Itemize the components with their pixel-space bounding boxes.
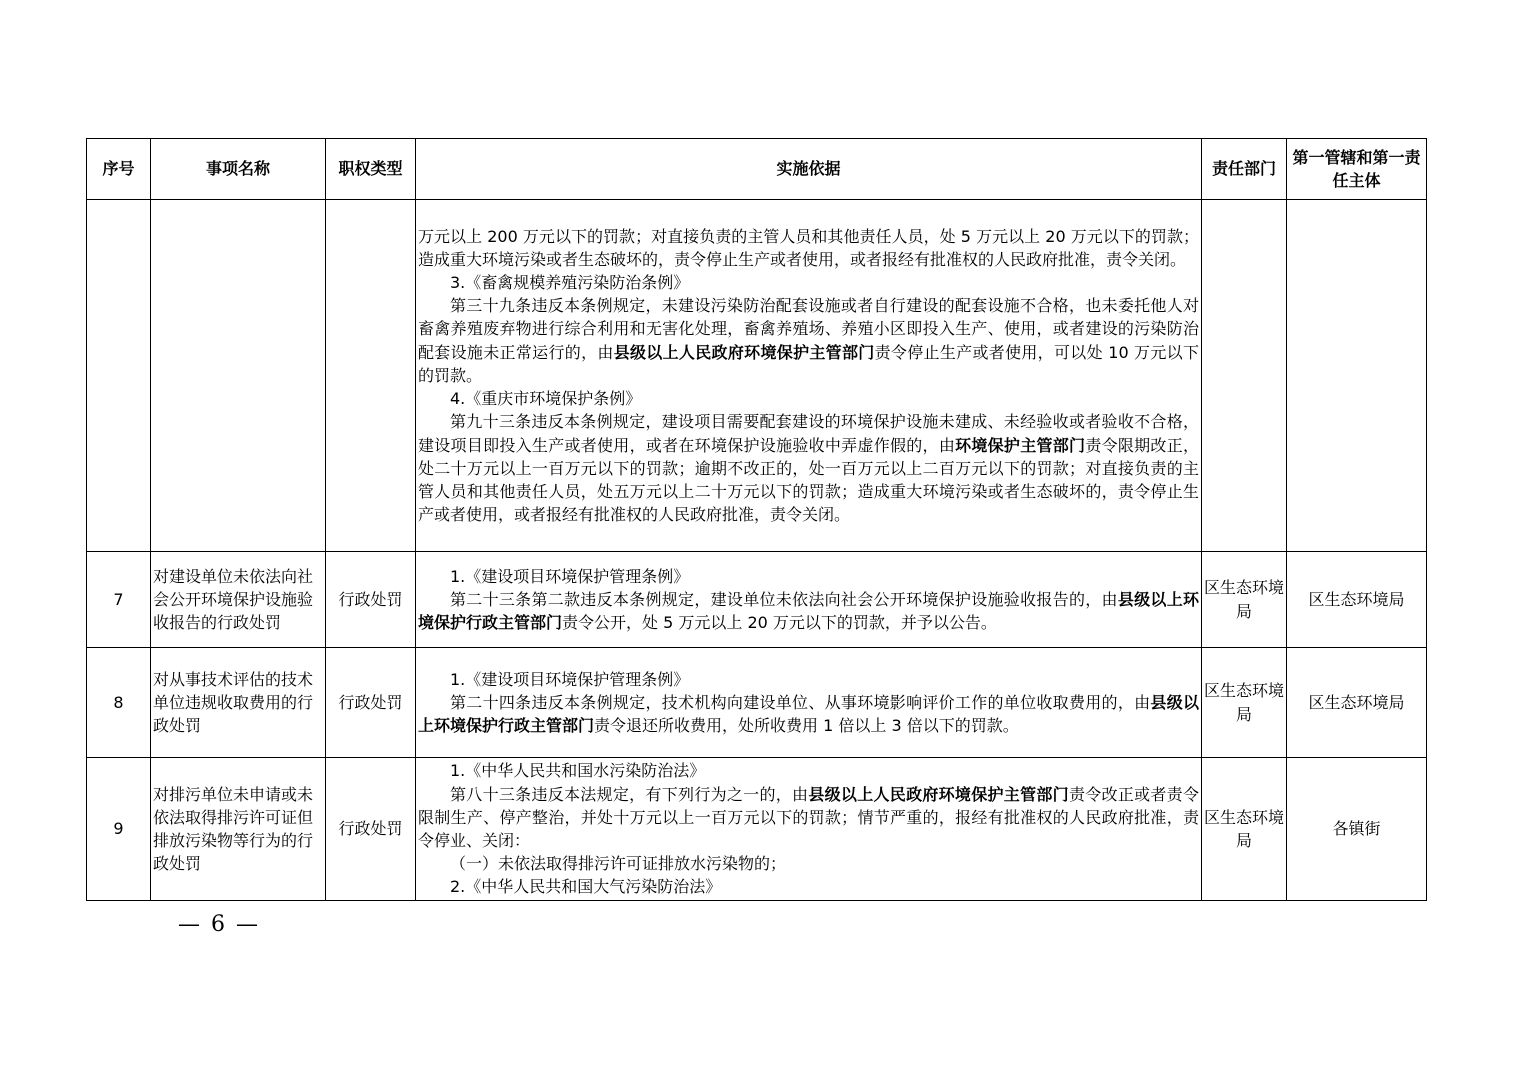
basis-bold-text: 县级以上环境保护行政主管部门 bbox=[418, 589, 1199, 633]
basis-text: 3.《畜禽规模养殖污染防治条例》 bbox=[450, 273, 690, 293]
cell-basis bbox=[416, 758, 1202, 901]
basis-paragraph bbox=[418, 565, 1199, 588]
header-dept: 责任部门 bbox=[1202, 139, 1287, 200]
basis-paragraph bbox=[418, 588, 1199, 634]
basis-bold-text: 县级以上人民政府环境保护主管部门 bbox=[808, 784, 1069, 804]
cell-type: 行政处罚 bbox=[326, 648, 416, 758]
basis-text: 责令公开，处 5 万元以上 20 万元以下的罚款，并予以公告。 bbox=[562, 613, 997, 633]
cell-subject: 区生态环境局 bbox=[1287, 552, 1427, 648]
basis-text: 4.《重庆市环境保护条例》 bbox=[450, 389, 642, 409]
basis-text: 责令停止生产或者使用，可以处 10 万元以下的罚款。 bbox=[418, 342, 1199, 385]
cell-basis bbox=[416, 648, 1202, 758]
cell-seq bbox=[87, 200, 151, 552]
basis-paragraph bbox=[418, 783, 1199, 853]
authority-table bbox=[86, 138, 1427, 901]
page-number: — 6 — bbox=[178, 912, 260, 937]
basis-paragraph bbox=[418, 875, 1199, 898]
cell-subject: 区生态环境局 bbox=[1287, 648, 1427, 758]
cell-type bbox=[326, 200, 416, 552]
basis-text: 责令退还所收费用，处所收费用 1 倍以上 3 倍以下的罚款。 bbox=[594, 716, 1019, 736]
cell-dept: 区生态环境局 bbox=[1202, 758, 1287, 901]
cell-type: 行政处罚 bbox=[326, 758, 416, 901]
header-name: 事项名称 bbox=[151, 139, 326, 200]
basis-paragraph bbox=[418, 759, 1199, 782]
cell-dept bbox=[1202, 200, 1287, 552]
basis-paragraph bbox=[418, 294, 1199, 387]
cell-subject: 各镇街 bbox=[1287, 758, 1427, 901]
basis-text: 责令限期改正，处二十万元以上一百万元以下的罚款；逾期不改正的，处一百万元以上二百万元以下的罚款；对直接负责的主管人员和其他责任人员，处五万元以上二十万元以下的罚款；造成重大环境污染或者生态破坏的，责令停止生产或者使用，或者报经有批准权的人民政府批准，责令关闭。 bbox=[418, 435, 1199, 525]
cell-dept: 区生态环境局 bbox=[1202, 648, 1287, 758]
cell-seq: 9 bbox=[87, 758, 151, 901]
basis-bold-text: 环境保护主管部门 bbox=[955, 435, 1086, 455]
cell-name: 对排污单位未申请或未依法取得排污许可证但排放污染物等行为的行政处罚 bbox=[151, 758, 326, 901]
basis-text: 第九十三条违反本条例规定，建设项目需要配套建设的环境保护设施未建成、未经验收或者验收不合格，建设项目即投入生产或者使用，或者在环境保护设施验收中弄虚作假的，由 bbox=[418, 412, 1199, 455]
basis-paragraph bbox=[418, 225, 1199, 271]
basis-text: 1.《中华人民共和国水污染防治法》 bbox=[450, 761, 706, 781]
basis-paragraph bbox=[418, 410, 1199, 526]
header-seq: 序号 bbox=[87, 139, 151, 200]
basis-text: 2.《中华人民共和国大气污染防治法》 bbox=[450, 877, 722, 897]
basis-paragraph bbox=[418, 387, 1199, 410]
header-subject: 第一管辖和第一责任主体 bbox=[1287, 139, 1427, 200]
basis-text: 1.《建设项目环境保护管理条例》 bbox=[450, 566, 690, 586]
header-type: 职权类型 bbox=[326, 139, 416, 200]
cell-seq: 7 bbox=[87, 552, 151, 648]
cell-type: 行政处罚 bbox=[326, 552, 416, 648]
basis-text: 万元以上 200 万元以下的罚款；对直接负责的主管人员和其他责任人员，处 5 万元以上 20 万元以下的罚款；造成重大环境污染或者生态破坏的，责令停止生产或者使用，或者报经有批准权的人民政府批准，责令关闭。 bbox=[418, 226, 1199, 269]
basis-paragraph bbox=[418, 852, 1199, 875]
basis-text: 第二十三条第二款违反本条例规定，建设单位未依法向社会公开环境保护设施验收报告的，由 bbox=[450, 589, 1118, 609]
cell-basis bbox=[416, 552, 1202, 648]
header-basis: 实施依据 bbox=[416, 139, 1202, 200]
basis-text: 责令改正或者责令限制生产、停产整治，并处十万元以上一百万元以下的罚款；情节严重的，报经有批准权的人民政府批准，责令停业、关闭： bbox=[418, 784, 1199, 850]
cell-basis bbox=[416, 200, 1202, 552]
basis-text: 第二十四条违反本条例规定，技术机构向建设单位、从事环境影响评价工作的单位收取费用的，由 bbox=[450, 692, 1151, 712]
basis-bold-text: 县级以上人民政府环境保护主管部门 bbox=[613, 342, 875, 362]
cell-subject bbox=[1287, 200, 1427, 552]
cell-name bbox=[151, 200, 326, 552]
basis-paragraph bbox=[418, 271, 1199, 294]
cell-dept: 区生态环境局 bbox=[1202, 552, 1287, 648]
table-row bbox=[87, 552, 1427, 648]
basis-paragraph bbox=[418, 668, 1199, 691]
basis-text: （一）未依法取得排污许可证排放水污染物的； bbox=[450, 854, 787, 874]
table-row bbox=[87, 758, 1427, 901]
cell-name: 对建设单位未依法向社会公开环境保护设施验收报告的行政处罚 bbox=[151, 552, 326, 648]
table-row bbox=[87, 200, 1427, 552]
cell-name: 对从事技术评估的技术单位违规收取费用的行政处罚 bbox=[151, 648, 326, 758]
basis-paragraph bbox=[418, 691, 1199, 737]
table-row bbox=[87, 648, 1427, 758]
basis-text: 第八十三条违反本法规定，有下列行为之一的，由 bbox=[450, 784, 809, 804]
table-header-row bbox=[87, 139, 1427, 200]
basis-text: 第三十九条违反本条例规定，未建设污染防治配套设施或者自行建设的配套设施不合格，也未委托他人对畜禽养殖废弃物进行综合利用和无害化处理，畜禽养殖场、养殖小区即投入生产、使用，或者建设的污染防治配套设施未正常运行的，由 bbox=[418, 296, 1199, 362]
basis-text: 1.《建设项目环境保护管理条例》 bbox=[450, 669, 690, 689]
cell-seq: 8 bbox=[87, 648, 151, 758]
basis-bold-text: 县级以上环境保护行政主管部门 bbox=[418, 692, 1199, 736]
